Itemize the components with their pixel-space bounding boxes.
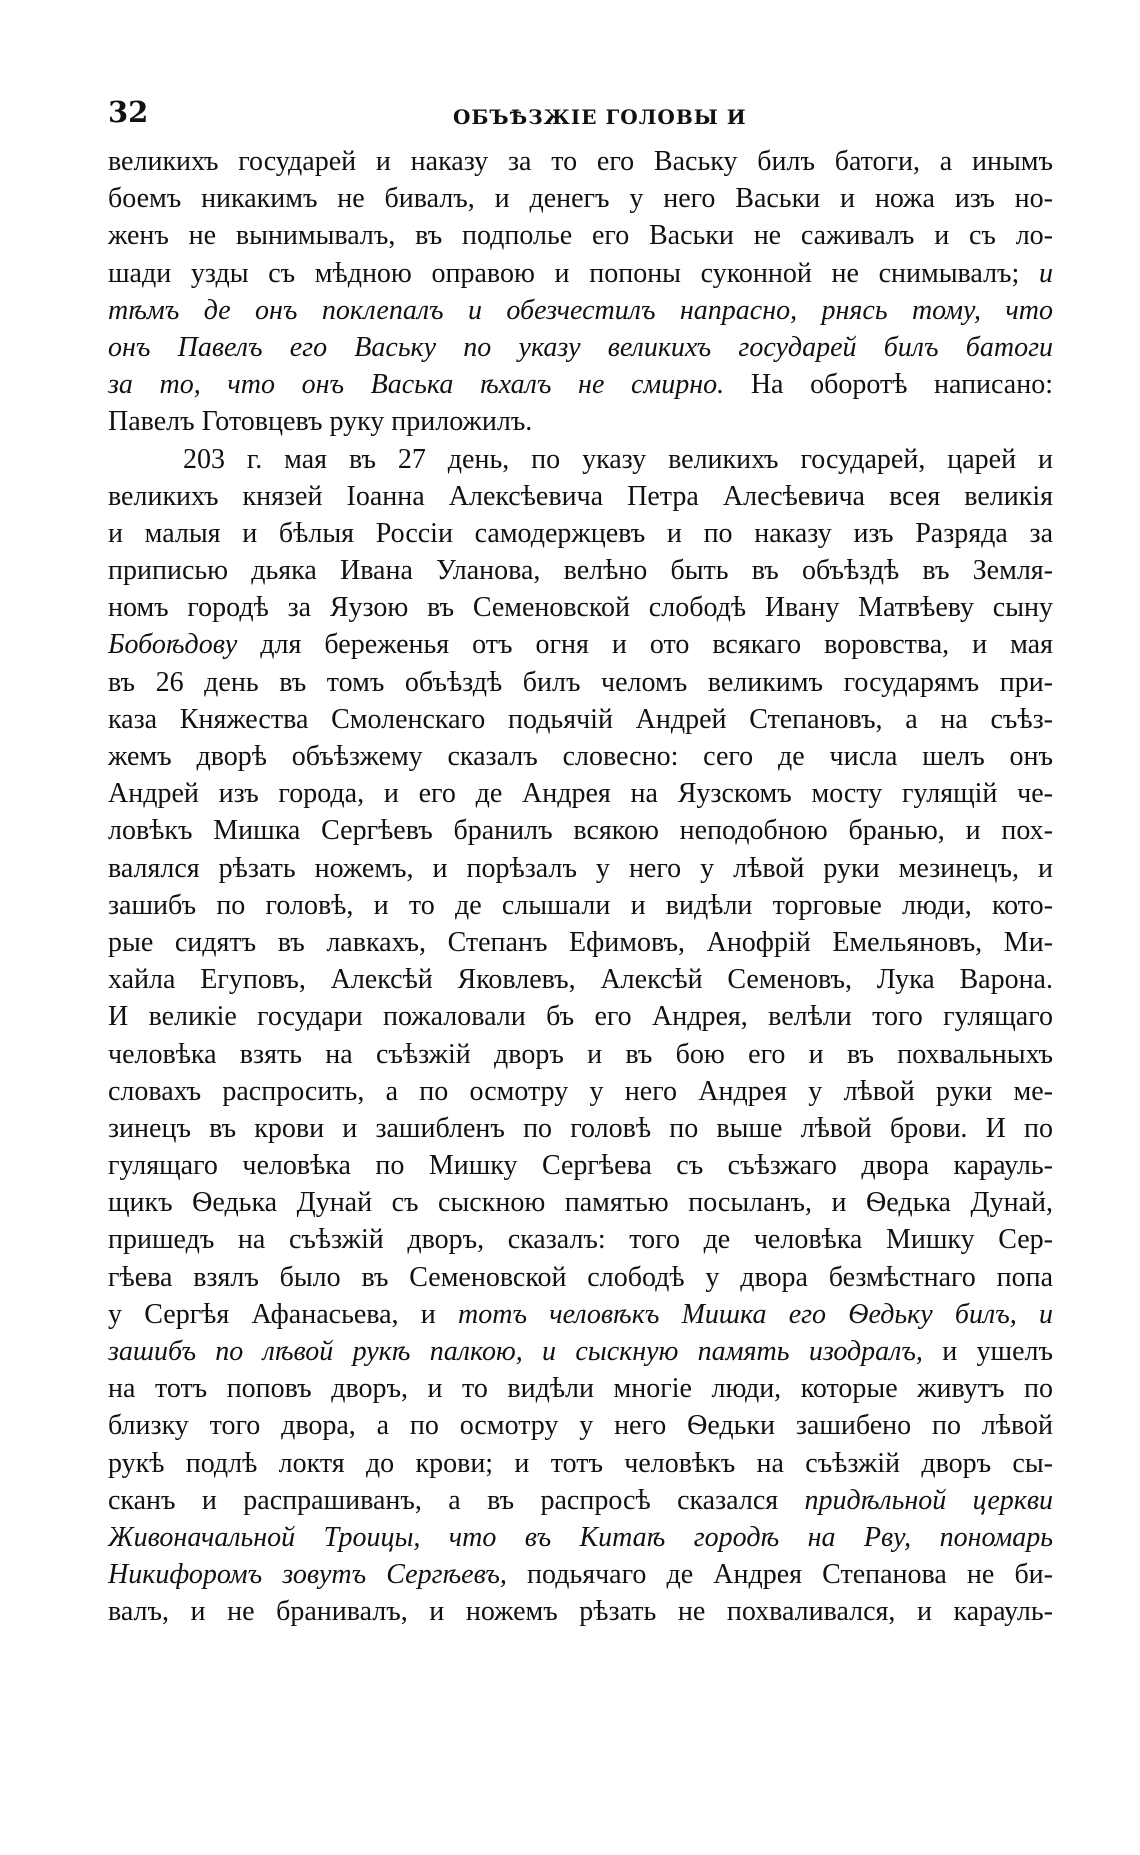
text-line [108, 1184, 1053, 1221]
text-line [108, 1445, 1053, 1482]
text-segment: подьячаго де Андрея Степанова не би- [506, 1559, 1053, 1591]
text-segment: и ушелъ [922, 1336, 1053, 1367]
text-segment: номъ городѣ за Яузою въ Семеновской слободѣ Ивану Матвѣеву сыну [108, 592, 1053, 624]
text-segment: рукѣ подлѣ локтя до крови; и тотъ человѣкъ на съѣзжій дворъ сы- [108, 1447, 1053, 1479]
text-segment: рые сидятъ въ лавкахъ, Степанъ Ефимовъ, Анофрій Емельяновъ, Ми- [108, 926, 1053, 958]
text-line [108, 515, 1053, 552]
text-line [108, 1110, 1053, 1147]
page-header [108, 95, 1053, 135]
text-line [108, 255, 1053, 292]
text-segment: человѣка взять на съѣзжій дворъ и въ бою его и въ похвальныхъ [108, 1038, 1053, 1070]
text-line [108, 292, 1053, 329]
text-segment: приписью дьяка Ивана Уланова, велѣно быть въ объѣздѣ въ Земля- [108, 555, 1053, 587]
text-line [108, 1407, 1053, 1444]
text-line [108, 1073, 1053, 1110]
text-segment: словахъ распросить, а по осмотру у него Андрея у лѣвой руки ме- [108, 1075, 1053, 1107]
text-line [108, 961, 1053, 998]
text-line [108, 850, 1053, 887]
text-line [108, 552, 1053, 589]
text-segment: гулящаго человѣка по Мишку Сергѣева съ съѣзжаго двора карауль- [108, 1150, 1053, 1182]
text-segment: жемъ дворѣ объѣзжему сказалъ словесно: сего де числа шелъ онъ [108, 741, 1053, 772]
text-line [108, 1519, 1053, 1556]
text-segment: И великіе государи пожаловали бъ его Андрея, велѣли того гулящаго [108, 1001, 1053, 1033]
text-line [108, 180, 1053, 217]
text-segment: 203 г. мая въ 27 день, по указу великихъ государей, царей и [183, 443, 1053, 475]
italic-text: тѣмъ де онъ поклепалъ и обезчестилъ напрасно, рнясь тому, что [108, 294, 1053, 326]
text-line [108, 812, 1053, 849]
text-line [108, 143, 1053, 180]
text-segment: близку того двора, а по осмотру у него Ѳедьки зашибено по лѣвой [108, 1410, 1053, 1442]
text-segment: На оборотѣ написано: [724, 369, 1053, 401]
running-title: ОБЪѢЗЖІЕ ГОЛОВЫ И [453, 105, 747, 129]
text-line [108, 1259, 1053, 1296]
text-line [108, 1556, 1053, 1593]
text-segment: Андрей изъ города, и его де Андрея на Яузскомъ мосту гулящій че- [108, 778, 1053, 810]
text-line [108, 738, 1053, 775]
text-line [108, 701, 1053, 738]
italic-text: за то, что онъ Васька ѣхалъ не смирно. [108, 369, 725, 401]
text-line [108, 1221, 1053, 1258]
text-line [108, 589, 1053, 626]
italic-text: Живоначальной Троицы, что въ Китаѣ городѣ на Рву, пономарь [108, 1521, 1053, 1553]
text-segment: сканъ и распрашиванъ, а въ распросѣ сказался [108, 1484, 805, 1516]
text-segment: въ 26 день въ томъ объѣздѣ билъ челомъ великимъ государямъ при- [108, 666, 1053, 698]
text-segment: ловѣкъ Мишка Сергѣевъ бранилъ всякою неподобною бранью, и пох- [108, 815, 1053, 847]
italic-text: придѣльной церкви [804, 1484, 1053, 1516]
text-line [108, 1296, 1053, 1333]
italic-text: Никифоромъ зовутъ Сергѣевъ, [108, 1559, 507, 1591]
text-line [108, 403, 1053, 440]
text-line [108, 1482, 1053, 1519]
text-line [108, 1370, 1053, 1407]
text-line [108, 924, 1053, 961]
text-segment: для береженья отъ огня и ото всякаго воровства, и мая [237, 629, 1053, 661]
text-segment: великихъ князей Іоанна Алексѣевича Петра Алесѣевича всея великія [108, 480, 1053, 512]
text-line [108, 1593, 1053, 1630]
text-line [108, 775, 1053, 812]
text-segment: на тотъ поповъ дворъ, и то видѣли многіе люди, которые живутъ по [108, 1373, 1053, 1405]
text-line [108, 1036, 1053, 1073]
text-line [108, 1333, 1053, 1370]
text-segment: зинецъ въ крови и зашибленъ по головѣ по выше лѣвой брови. И по [108, 1112, 1053, 1144]
italic-text: онъ Павелъ его Ваську по указу великихъ государей билъ батоги [108, 331, 1053, 363]
text-segment: каза Княжества Смоленскаго подьячій Андрей Степановъ, а на съѣз- [108, 703, 1053, 735]
text-line [108, 329, 1053, 366]
text-segment: у Сергѣя Афанасьева, и [108, 1298, 459, 1330]
text-line [108, 217, 1053, 254]
text-line [108, 1147, 1053, 1184]
text-segment: боемъ никакимъ не бивалъ, и денегъ у него Васьки и ножа изъ но- [108, 183, 1053, 215]
text-line [108, 887, 1053, 924]
page-number: 32 [108, 95, 149, 129]
text-segment: валялся рѣзать ножемъ, и порѣзалъ у него у лѣвой руки мезинецъ, и [108, 852, 1053, 884]
text-segment: хайла Егуповъ, Алексѣй Яковлевъ, Алексѣй Семеновъ, Лука Варона. [108, 964, 1053, 996]
body-text [108, 143, 1053, 1631]
text-segment: зашибъ по головѣ, и то де слышали и видѣли торговые люди, кото- [108, 889, 1053, 921]
text-segment: женъ не вынимывалъ, въ подполье его Васьки не саживалъ и съ ло- [108, 220, 1053, 252]
text-line [108, 366, 1053, 403]
text-segment: великихъ государей и наказу за то его Ваську билъ батоги, а инымъ [108, 146, 1053, 177]
text-segment: валъ, и не бранивалъ, и ножемъ рѣзать не похваливался, и карауль- [108, 1596, 1053, 1628]
italic-text: Бобоѣдову [108, 629, 238, 661]
italic-text: и [1039, 257, 1053, 289]
text-line [108, 998, 1053, 1035]
italic-text: тотъ человѣкъ Мишка его Ѳедьку билъ, и [458, 1298, 1053, 1330]
italic-text: зашибъ по лѣвой рукѣ палкою, и сыскную память изодралъ, [108, 1336, 923, 1367]
text-segment: шади узды съ мѣдною оправою и попоны суконной не снимывалъ; [108, 257, 1039, 289]
text-line [108, 626, 1053, 663]
document-page [108, 95, 1053, 1631]
text-line [108, 478, 1053, 515]
text-line [108, 664, 1053, 701]
text-segment: пришедъ на съѣзжій дворъ, сказалъ: того де человѣка Мишку Сер- [108, 1224, 1053, 1256]
text-segment: щикъ Ѳедька Дунай съ сыскною памятью посыланъ, и Ѳедька Дунай, [108, 1187, 1053, 1219]
text-segment: Павелъ Готовцевъ руку приложилъ. [108, 406, 533, 438]
text-line [108, 441, 1053, 478]
text-segment: гѣева взялъ было въ Семеновской слободѣ у двора безмѣстнаго попа [108, 1261, 1053, 1293]
text-segment: и малыя и бѣлыя Россіи самодержцевъ и по наказу изъ Разряда за [108, 517, 1053, 549]
